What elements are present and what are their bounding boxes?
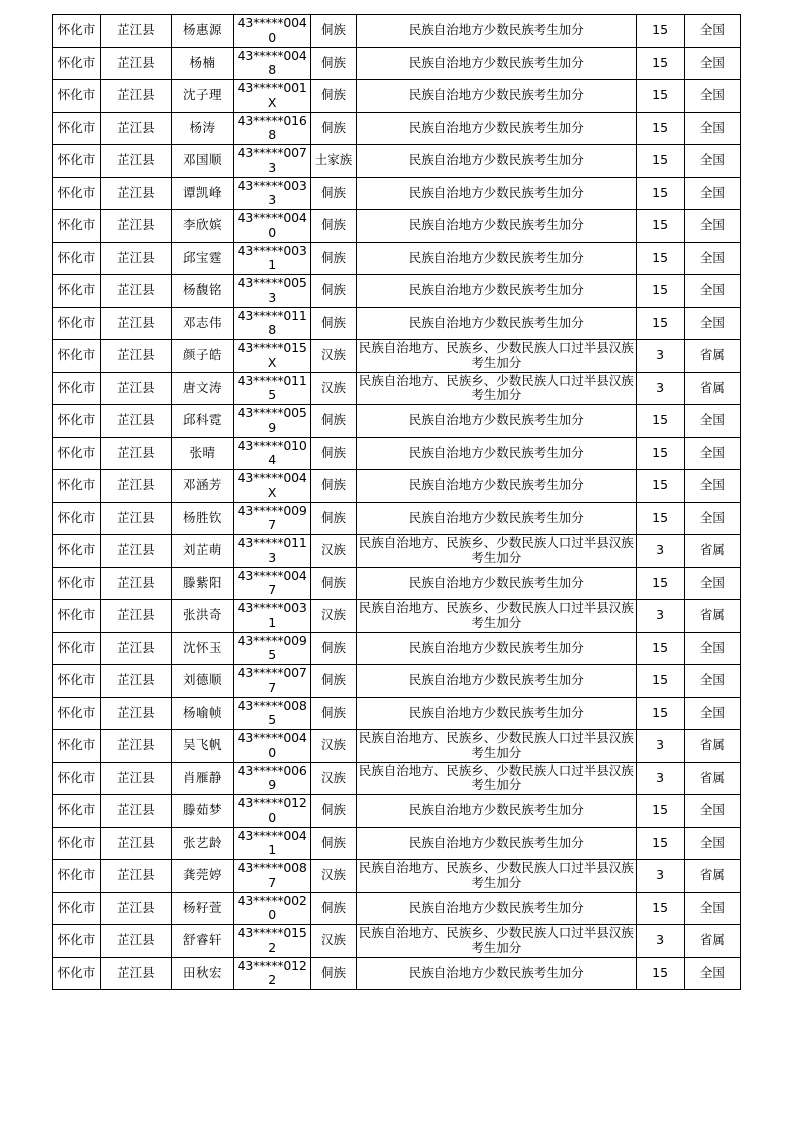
cell-points: 3 — [636, 600, 684, 633]
cell-county: 芷江县 — [101, 340, 172, 373]
cell-scope: 全国 — [684, 210, 740, 243]
table-row — [53, 242, 741, 275]
cell-reason: 民族自治地方少数民族考生加分 — [357, 892, 637, 925]
cell-reason: 民族自治地方少数民族考生加分 — [357, 795, 637, 828]
cell-county: 芷江县 — [101, 827, 172, 860]
cell-scope: 全国 — [684, 275, 740, 308]
cell-id: 43*****0095 — [234, 632, 311, 665]
cell-points: 3 — [636, 860, 684, 893]
cell-name: 邓国顺 — [171, 145, 233, 178]
cell-id: 43*****0031 — [234, 242, 311, 275]
cell-reason: 民族自治地方少数民族考生加分 — [357, 957, 637, 990]
cell-ethnicity: 汉族 — [310, 372, 356, 405]
cell-scope: 省属 — [684, 860, 740, 893]
cell-id: 43*****0073 — [234, 145, 311, 178]
table-row — [53, 47, 741, 80]
cell-id: 43*****0020 — [234, 892, 311, 925]
cell-reason: 民族自治地方少数民族考生加分 — [357, 15, 637, 48]
cell-city: 怀化市 — [53, 80, 101, 113]
cell-points: 15 — [636, 665, 684, 698]
cell-scope: 全国 — [684, 892, 740, 925]
cell-points: 15 — [636, 567, 684, 600]
cell-ethnicity: 侗族 — [310, 47, 356, 80]
cell-county: 芷江县 — [101, 665, 172, 698]
cell-reason: 民族自治地方少数民族考生加分 — [357, 567, 637, 600]
cell-reason: 民族自治地方少数民族考生加分 — [357, 827, 637, 860]
cell-county: 芷江县 — [101, 632, 172, 665]
cell-points: 15 — [636, 470, 684, 503]
cell-points: 15 — [636, 957, 684, 990]
cell-county: 芷江县 — [101, 795, 172, 828]
cell-reason: 民族自治地方少数民族考生加分 — [357, 502, 637, 535]
cell-ethnicity: 侗族 — [310, 697, 356, 730]
table-row — [53, 860, 741, 893]
cell-reason: 民族自治地方少数民族考生加分 — [357, 242, 637, 275]
cell-city: 怀化市 — [53, 502, 101, 535]
cell-scope: 省属 — [684, 925, 740, 958]
cell-scope: 全国 — [684, 405, 740, 438]
cell-reason: 民族自治地方少数民族考生加分 — [357, 275, 637, 308]
table-row — [53, 925, 741, 958]
cell-name: 杨楠 — [171, 47, 233, 80]
cell-ethnicity: 汉族 — [310, 535, 356, 568]
table-row — [53, 502, 741, 535]
cell-name: 杨馥铭 — [171, 275, 233, 308]
cell-name: 龚莞婷 — [171, 860, 233, 893]
table-row — [53, 957, 741, 990]
cell-points: 15 — [636, 437, 684, 470]
cell-scope: 全国 — [684, 47, 740, 80]
cell-scope: 全国 — [684, 567, 740, 600]
cell-name: 杨喻帧 — [171, 697, 233, 730]
table-row — [53, 535, 741, 568]
table-row — [53, 275, 741, 308]
cell-city: 怀化市 — [53, 892, 101, 925]
cell-scope: 省属 — [684, 372, 740, 405]
cell-ethnicity: 侗族 — [310, 437, 356, 470]
cell-name: 谭凯峰 — [171, 177, 233, 210]
cell-county: 芷江县 — [101, 925, 172, 958]
cell-scope: 全国 — [684, 697, 740, 730]
table-row — [53, 730, 741, 763]
table-row — [53, 307, 741, 340]
cell-reason: 民族自治地方少数民族考生加分 — [357, 697, 637, 730]
cell-reason: 民族自治地方、民族乡、少数民族人口过半县汉族考生加分 — [357, 925, 637, 958]
cell-reason: 民族自治地方、民族乡、少数民族人口过半县汉族考生加分 — [357, 340, 637, 373]
cell-id: 43*****0104 — [234, 437, 311, 470]
cell-ethnicity: 侗族 — [310, 957, 356, 990]
cell-reason: 民族自治地方少数民族考生加分 — [357, 80, 637, 113]
cell-county: 芷江县 — [101, 730, 172, 763]
cell-reason: 民族自治地方少数民族考生加分 — [357, 437, 637, 470]
cell-name: 沈子理 — [171, 80, 233, 113]
cell-city: 怀化市 — [53, 177, 101, 210]
cell-reason: 民族自治地方少数民族考生加分 — [357, 470, 637, 503]
cell-points: 15 — [636, 697, 684, 730]
cell-id: 43*****0033 — [234, 177, 311, 210]
cell-name: 张洪奇 — [171, 600, 233, 633]
table-row — [53, 437, 741, 470]
cell-id: 43*****0097 — [234, 502, 311, 535]
cell-points: 15 — [636, 827, 684, 860]
cell-city: 怀化市 — [53, 405, 101, 438]
cell-points: 15 — [636, 210, 684, 243]
cell-city: 怀化市 — [53, 210, 101, 243]
table-row — [53, 600, 741, 633]
cell-id: 43*****0168 — [234, 112, 311, 145]
cell-city: 怀化市 — [53, 275, 101, 308]
cell-scope: 全国 — [684, 437, 740, 470]
cell-ethnicity: 侗族 — [310, 307, 356, 340]
cell-city: 怀化市 — [53, 567, 101, 600]
cell-id: 43*****0040 — [234, 15, 311, 48]
cell-ethnicity: 汉族 — [310, 340, 356, 373]
cell-points: 15 — [636, 795, 684, 828]
cell-reason: 民族自治地方少数民族考生加分 — [357, 632, 637, 665]
cell-name: 刘德顺 — [171, 665, 233, 698]
cell-points: 15 — [636, 80, 684, 113]
cell-city: 怀化市 — [53, 697, 101, 730]
cell-reason: 民族自治地方少数民族考生加分 — [357, 112, 637, 145]
table-body — [53, 15, 741, 990]
cell-ethnicity: 侗族 — [310, 567, 356, 600]
cell-id: 43*****0031 — [234, 600, 311, 633]
cell-points: 3 — [636, 925, 684, 958]
cell-reason: 民族自治地方、民族乡、少数民族人口过半县汉族考生加分 — [357, 860, 637, 893]
cell-ethnicity: 侗族 — [310, 405, 356, 438]
cell-points: 15 — [636, 47, 684, 80]
cell-id: 43*****0040 — [234, 210, 311, 243]
cell-name: 张艺龄 — [171, 827, 233, 860]
table-row — [53, 405, 741, 438]
cell-ethnicity: 侗族 — [310, 795, 356, 828]
cell-city: 怀化市 — [53, 242, 101, 275]
cell-id: 43*****0059 — [234, 405, 311, 438]
cell-ethnicity: 汉族 — [310, 762, 356, 795]
cell-city: 怀化市 — [53, 535, 101, 568]
table-row — [53, 795, 741, 828]
cell-city: 怀化市 — [53, 600, 101, 633]
cell-county: 芷江县 — [101, 177, 172, 210]
cell-id: 43*****0115 — [234, 372, 311, 405]
cell-name: 李欣嫔 — [171, 210, 233, 243]
table-row — [53, 892, 741, 925]
candidate-bonus-table — [52, 14, 741, 990]
cell-scope: 全国 — [684, 177, 740, 210]
cell-county: 芷江县 — [101, 242, 172, 275]
cell-id: 43*****0120 — [234, 795, 311, 828]
cell-scope: 全国 — [684, 307, 740, 340]
cell-scope: 全国 — [684, 795, 740, 828]
cell-points: 3 — [636, 730, 684, 763]
cell-reason: 民族自治地方、民族乡、少数民族人口过半县汉族考生加分 — [357, 372, 637, 405]
cell-name: 唐文涛 — [171, 372, 233, 405]
cell-city: 怀化市 — [53, 307, 101, 340]
cell-county: 芷江县 — [101, 535, 172, 568]
cell-ethnicity: 汉族 — [310, 600, 356, 633]
cell-name: 邓涵芳 — [171, 470, 233, 503]
cell-county: 芷江县 — [101, 567, 172, 600]
cell-points: 15 — [636, 405, 684, 438]
cell-city: 怀化市 — [53, 340, 101, 373]
cell-ethnicity: 汉族 — [310, 860, 356, 893]
table-row — [53, 177, 741, 210]
cell-county: 芷江县 — [101, 600, 172, 633]
cell-city: 怀化市 — [53, 957, 101, 990]
table-row — [53, 762, 741, 795]
cell-scope: 省属 — [684, 730, 740, 763]
cell-reason: 民族自治地方少数民族考生加分 — [357, 177, 637, 210]
cell-ethnicity: 侗族 — [310, 632, 356, 665]
cell-id: 43*****0047 — [234, 567, 311, 600]
cell-name: 吴飞帆 — [171, 730, 233, 763]
table-row — [53, 697, 741, 730]
cell-city: 怀化市 — [53, 632, 101, 665]
cell-ethnicity: 侗族 — [310, 112, 356, 145]
cell-city: 怀化市 — [53, 372, 101, 405]
cell-name: 杨籽萱 — [171, 892, 233, 925]
cell-county: 芷江县 — [101, 957, 172, 990]
cell-city: 怀化市 — [53, 762, 101, 795]
cell-name: 舒睿轩 — [171, 925, 233, 958]
cell-name: 肖雁静 — [171, 762, 233, 795]
cell-ethnicity: 侗族 — [310, 502, 356, 535]
cell-city: 怀化市 — [53, 795, 101, 828]
cell-county: 芷江县 — [101, 15, 172, 48]
cell-county: 芷江县 — [101, 112, 172, 145]
cell-county: 芷江县 — [101, 307, 172, 340]
table-row — [53, 632, 741, 665]
cell-scope: 全国 — [684, 15, 740, 48]
cell-points: 15 — [636, 892, 684, 925]
cell-points: 15 — [636, 15, 684, 48]
table-row — [53, 827, 741, 860]
cell-id: 43*****0122 — [234, 957, 311, 990]
cell-scope: 全国 — [684, 112, 740, 145]
cell-name: 刘芷萌 — [171, 535, 233, 568]
table-row — [53, 15, 741, 48]
cell-reason: 民族自治地方少数民族考生加分 — [357, 665, 637, 698]
cell-reason: 民族自治地方少数民族考生加分 — [357, 307, 637, 340]
cell-city: 怀化市 — [53, 112, 101, 145]
cell-name: 杨胜钦 — [171, 502, 233, 535]
cell-city: 怀化市 — [53, 827, 101, 860]
table-row — [53, 145, 741, 178]
cell-name: 邱宝霆 — [171, 242, 233, 275]
cell-scope: 全国 — [684, 632, 740, 665]
cell-id: 43*****0087 — [234, 860, 311, 893]
cell-scope: 省属 — [684, 762, 740, 795]
cell-reason: 民族自治地方、民族乡、少数民族人口过半县汉族考生加分 — [357, 762, 637, 795]
cell-name: 田秋宏 — [171, 957, 233, 990]
cell-ethnicity: 侗族 — [310, 15, 356, 48]
cell-points: 15 — [636, 632, 684, 665]
cell-name: 邱科霓 — [171, 405, 233, 438]
cell-city: 怀化市 — [53, 860, 101, 893]
cell-reason: 民族自治地方、民族乡、少数民族人口过半县汉族考生加分 — [357, 730, 637, 763]
table-row — [53, 567, 741, 600]
cell-ethnicity: 汉族 — [310, 925, 356, 958]
cell-name: 颜子皓 — [171, 340, 233, 373]
cell-name: 杨涛 — [171, 112, 233, 145]
cell-scope: 省属 — [684, 340, 740, 373]
cell-points: 15 — [636, 112, 684, 145]
cell-county: 芷江县 — [101, 860, 172, 893]
cell-city: 怀化市 — [53, 47, 101, 80]
cell-scope: 全国 — [684, 80, 740, 113]
cell-scope: 省属 — [684, 535, 740, 568]
cell-id: 43*****0040 — [234, 730, 311, 763]
cell-city: 怀化市 — [53, 665, 101, 698]
table-row — [53, 210, 741, 243]
cell-scope: 全国 — [684, 665, 740, 698]
cell-points: 15 — [636, 502, 684, 535]
cell-scope: 全国 — [684, 242, 740, 275]
cell-county: 芷江县 — [101, 145, 172, 178]
cell-ethnicity: 侗族 — [310, 275, 356, 308]
table-row — [53, 665, 741, 698]
cell-points: 15 — [636, 275, 684, 308]
cell-county: 芷江县 — [101, 210, 172, 243]
cell-county: 芷江县 — [101, 437, 172, 470]
cell-points: 3 — [636, 340, 684, 373]
cell-county: 芷江县 — [101, 47, 172, 80]
cell-points: 15 — [636, 242, 684, 275]
cell-city: 怀化市 — [53, 470, 101, 503]
table-row — [53, 112, 741, 145]
cell-name: 杨惠源 — [171, 15, 233, 48]
cell-city: 怀化市 — [53, 145, 101, 178]
cell-county: 芷江县 — [101, 892, 172, 925]
cell-ethnicity: 侗族 — [310, 242, 356, 275]
cell-id: 43*****0085 — [234, 697, 311, 730]
cell-ethnicity: 侗族 — [310, 210, 356, 243]
cell-reason: 民族自治地方少数民族考生加分 — [357, 47, 637, 80]
cell-ethnicity: 侗族 — [310, 665, 356, 698]
cell-points: 3 — [636, 372, 684, 405]
cell-id: 43*****0152 — [234, 925, 311, 958]
cell-points: 15 — [636, 177, 684, 210]
cell-reason: 民族自治地方、民族乡、少数民族人口过半县汉族考生加分 — [357, 535, 637, 568]
cell-county: 芷江县 — [101, 697, 172, 730]
cell-reason: 民族自治地方少数民族考生加分 — [357, 405, 637, 438]
cell-city: 怀化市 — [53, 15, 101, 48]
cell-points: 15 — [636, 145, 684, 178]
cell-id: 43*****0118 — [234, 307, 311, 340]
cell-ethnicity: 汉族 — [310, 730, 356, 763]
cell-ethnicity: 侗族 — [310, 827, 356, 860]
cell-reason: 民族自治地方少数民族考生加分 — [357, 145, 637, 178]
cell-county: 芷江县 — [101, 275, 172, 308]
cell-reason: 民族自治地方、民族乡、少数民族人口过半县汉族考生加分 — [357, 600, 637, 633]
cell-scope: 全国 — [684, 827, 740, 860]
cell-scope: 全国 — [684, 470, 740, 503]
cell-name: 滕紫阳 — [171, 567, 233, 600]
cell-county: 芷江县 — [101, 502, 172, 535]
cell-scope: 全国 — [684, 957, 740, 990]
cell-county: 芷江县 — [101, 80, 172, 113]
cell-points: 15 — [636, 307, 684, 340]
cell-name: 沈怀玉 — [171, 632, 233, 665]
cell-id: 43*****0048 — [234, 47, 311, 80]
cell-county: 芷江县 — [101, 762, 172, 795]
cell-city: 怀化市 — [53, 925, 101, 958]
table-row — [53, 340, 741, 373]
cell-city: 怀化市 — [53, 437, 101, 470]
cell-id: 43*****004X — [234, 470, 311, 503]
cell-name: 邓志伟 — [171, 307, 233, 340]
cell-county: 芷江县 — [101, 372, 172, 405]
cell-id: 43*****0053 — [234, 275, 311, 308]
cell-county: 芷江县 — [101, 405, 172, 438]
cell-points: 3 — [636, 762, 684, 795]
cell-ethnicity: 侗族 — [310, 470, 356, 503]
cell-ethnicity: 侗族 — [310, 892, 356, 925]
cell-ethnicity: 侗族 — [310, 80, 356, 113]
cell-reason: 民族自治地方少数民族考生加分 — [357, 210, 637, 243]
cell-ethnicity: 侗族 — [310, 177, 356, 210]
cell-id: 43*****001X — [234, 80, 311, 113]
cell-scope: 全国 — [684, 145, 740, 178]
table-row — [53, 80, 741, 113]
cell-scope: 全国 — [684, 502, 740, 535]
cell-id: 43*****0077 — [234, 665, 311, 698]
cell-points: 3 — [636, 535, 684, 568]
cell-ethnicity: 土家族 — [310, 145, 356, 178]
cell-scope: 省属 — [684, 600, 740, 633]
cell-city: 怀化市 — [53, 730, 101, 763]
cell-id: 43*****0113 — [234, 535, 311, 568]
cell-name: 张晴 — [171, 437, 233, 470]
table-row — [53, 470, 741, 503]
cell-id: 43*****0069 — [234, 762, 311, 795]
cell-id: 43*****0041 — [234, 827, 311, 860]
cell-county: 芷江县 — [101, 470, 172, 503]
cell-name: 滕茹梦 — [171, 795, 233, 828]
cell-id: 43*****015X — [234, 340, 311, 373]
table-row — [53, 372, 741, 405]
